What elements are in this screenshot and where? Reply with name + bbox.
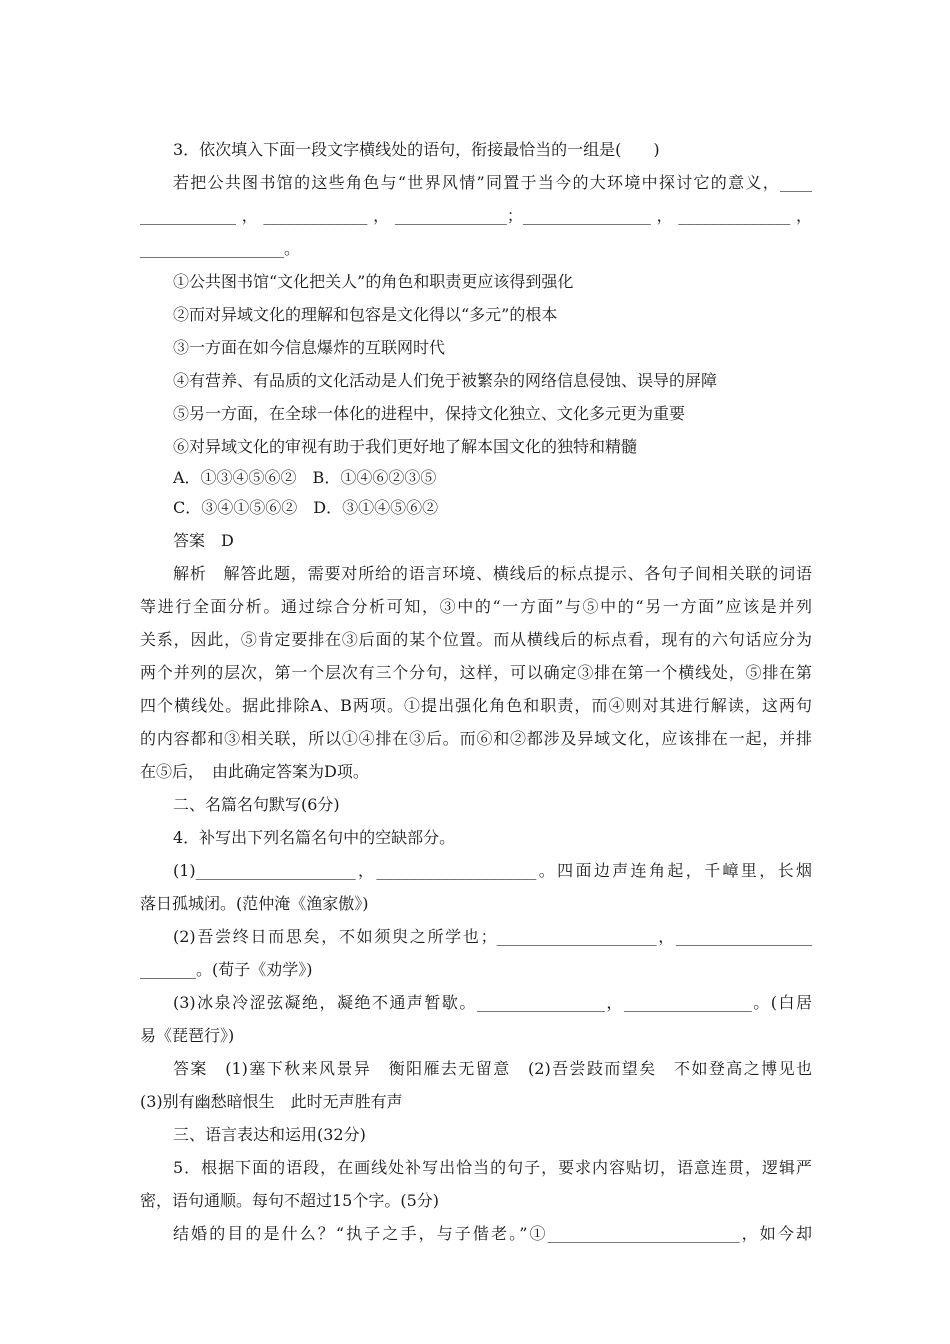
q5-stem-line-2: 密，语句通顺。每句不超过15个字。(5分) bbox=[140, 1191, 440, 1210]
q3-passage-line-2: ____________，_____________，______________；________________，______________， bbox=[140, 206, 813, 225]
q3-option-2: ②而对异域文化的理解和包容是文化得以“多元”的根本 bbox=[173, 305, 558, 324]
q5-passage-line: 结婚的目的是什么？“执子之手，与子偕老。”①________________________，如今却 bbox=[173, 1224, 812, 1243]
q4-item-3-line-1: (3)冰泉冷涩弦凝绝，凝绝不通声暂歇。________________，________________。(白居 bbox=[173, 993, 812, 1012]
q3-option-3: ③一方面在如今信息爆炸的互联网时代 bbox=[173, 338, 446, 357]
q3-stem: 3．依次填入下面一段文字横线处的语句，衔接最恰当的一组是( ) bbox=[173, 140, 660, 159]
section2-heading: 二、名篇名句默写(6分) bbox=[173, 795, 340, 814]
q3-analysis-line: 解析 解答此题，需要对所给的语言环境、横线后的标点提示、各句子间相关联的词语 bbox=[173, 564, 812, 583]
q3-analysis-line: 在⑤后， 由此确定答案为D项。 bbox=[140, 762, 369, 781]
q4-item-2-line-2: _______。(荀子《劝学》) bbox=[140, 960, 313, 979]
q3-passage-line-3: __________________。 bbox=[140, 239, 301, 258]
q3-option-6: ⑥对异域文化的审视有助于我们更好地了解本国文化的独特和精髓 bbox=[173, 437, 638, 456]
q5-stem-line-1: 5．根据下面的语段，在画线处补写出恰当的句子，要求内容贴切，语意连贯，逻辑严 bbox=[173, 1158, 812, 1177]
q4-item-3-line-2: 易《琵琶行》) bbox=[140, 1026, 235, 1045]
q4-item-1-line-1: (1)____________________，____________________。四面边声连角起，千嶂里，长烟 bbox=[173, 861, 812, 880]
q3-choices-ab: A．①③④⑤⑥② B．①④⑥②③⑤ bbox=[173, 468, 437, 487]
q4-answer-line-1: 答案 (1)塞下秋来风景异 衡阳雁去无留意 (2)吾尝跂而望矣 不如登高之博见也 bbox=[173, 1059, 812, 1078]
q3-choices-cd: C．③④①⑤⑥② D．③①④⑤⑥② bbox=[173, 498, 439, 517]
q3-answer: 答案 D bbox=[173, 531, 234, 550]
q3-analysis-line: 两个并列的层次，第一个层次有三个分句，这样，可以确定③排在第一个横线处，⑤排在第 bbox=[140, 663, 812, 682]
q3-analysis-line: 四个横线处。据此排除A、B两项。①提出强化角色和职责，而④则对其进行解读，这两句 bbox=[140, 696, 812, 715]
q4-item-2-line-1: (2)吾尝终日而思矣，不如须臾之所学也；____________________，_________________ bbox=[173, 927, 812, 946]
section3-heading: 三、语言表达和运用(32分) bbox=[173, 1125, 366, 1144]
q3-analysis-line: 关系，因此，⑤肯定要排在③后面的某个位置。而从横线后的标点看，现有的六句话应分为 bbox=[140, 630, 812, 649]
q3-passage-line-1: 若把公共图书馆的这些角色与“世界风情”同置于当今的大环境中探讨它的意义，____ bbox=[173, 173, 812, 192]
q4-item-1-line-2: 落日孤城闭。(范仲淹《渔家傲》) bbox=[140, 894, 369, 913]
q3-analysis-line: 等进行全面分析。通过综合分析可知，③中的“一方面”与⑤中的“另一方面”应该是并列 bbox=[140, 597, 812, 616]
q4-answer-line-2: (3)别有幽愁暗恨生 此时无声胜有声 bbox=[140, 1092, 403, 1111]
q3-option-4: ④有营养、有品质的文化活动是人们免于被繁杂的网络信息侵蚀、误导的屏障 bbox=[173, 371, 718, 390]
q3-option-1: ①公共图书馆“文化把关人”的角色和职责更应该得到强化 bbox=[173, 272, 574, 291]
q3-analysis-line: 的内容都和③相关联，所以①④排在③后。而⑥和②都涉及异域文化，应该排在一起，并排 bbox=[140, 729, 812, 748]
q3-option-5: ⑤另一方面，在全球一体化的进程中，保持文化独立、文化多元更为重要 bbox=[173, 404, 686, 423]
q4-stem: 4．补写出下列名篇名句中的空缺部分。 bbox=[173, 828, 456, 847]
